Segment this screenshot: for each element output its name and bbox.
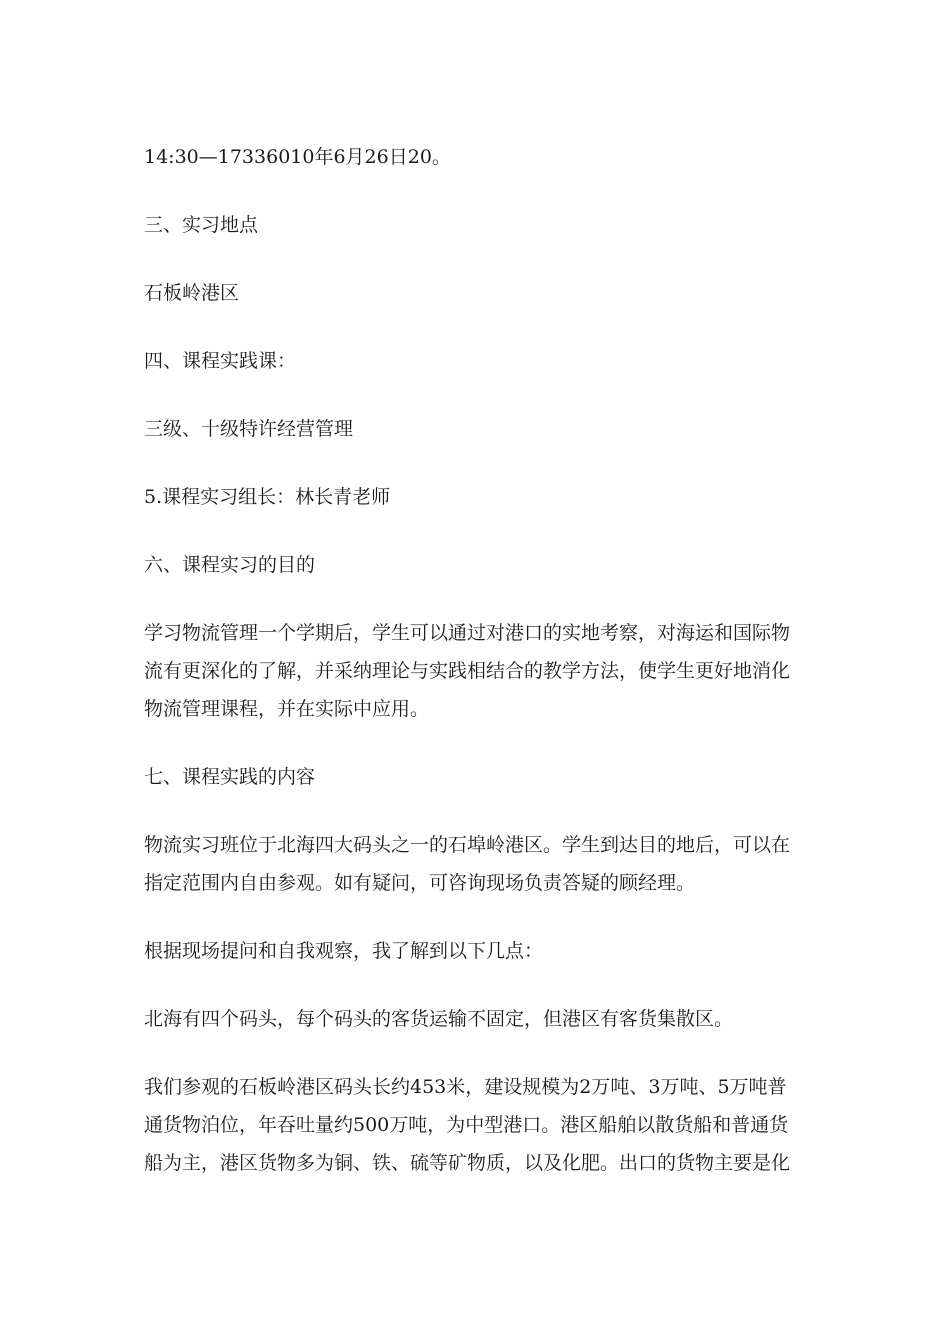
group-leader-text: 5.课程实习组长：林长青老师 (144, 486, 391, 508)
section-heading-course: 四、课程实践课： (144, 350, 297, 372)
section-heading-location: 三、实习地点 (144, 214, 259, 236)
location-text: 石板岭港区 (144, 282, 240, 304)
section-heading-content: 七、课程实践的内容 (144, 766, 316, 788)
course-text: 三级、十级特许经营管理 (144, 418, 354, 440)
content-paragraph: 物流实习班位于北海四大码头之一的石埠岭港区。学生到达目的地后，可以在指定范围内自由参观。如有疑问，可咨询现场负责答疑的顾经理。 (144, 834, 791, 894)
purpose-text: 学习物流管理一个学期后，学生可以通过对港口的实地考察，对海运和国际物流有更深化的了解，并采纳理论与实践相结合的教学方法，使学生更好地消化物流管理课程，并在实际中应用。 (144, 622, 791, 720)
content-paragraph: 我们参观的石板岭港区码头长约453米，建设规模为2万吨、3万吨、5万吨普通货物泊位，年吞吐量约500万吨，为中型港口。港区船舶以散货船和普通货船为主，港区货物多为铜、铁、硫等矿物质，以及化肥。出口的货物主要是化 (144, 1076, 791, 1174)
content-paragraph: 根据现场提问和自我观察，我了解到以下几点： (144, 940, 544, 962)
document-page (144, 138, 804, 1212)
content-paragraph: 北海有四个码头，每个码头的客货运输不固定，但港区有客货集散区。 (144, 1008, 734, 1030)
section-heading-purpose: 六、课程实习的目的 (144, 554, 316, 576)
time-line: 14:30—17336010年6月26日20。 (144, 146, 451, 168)
